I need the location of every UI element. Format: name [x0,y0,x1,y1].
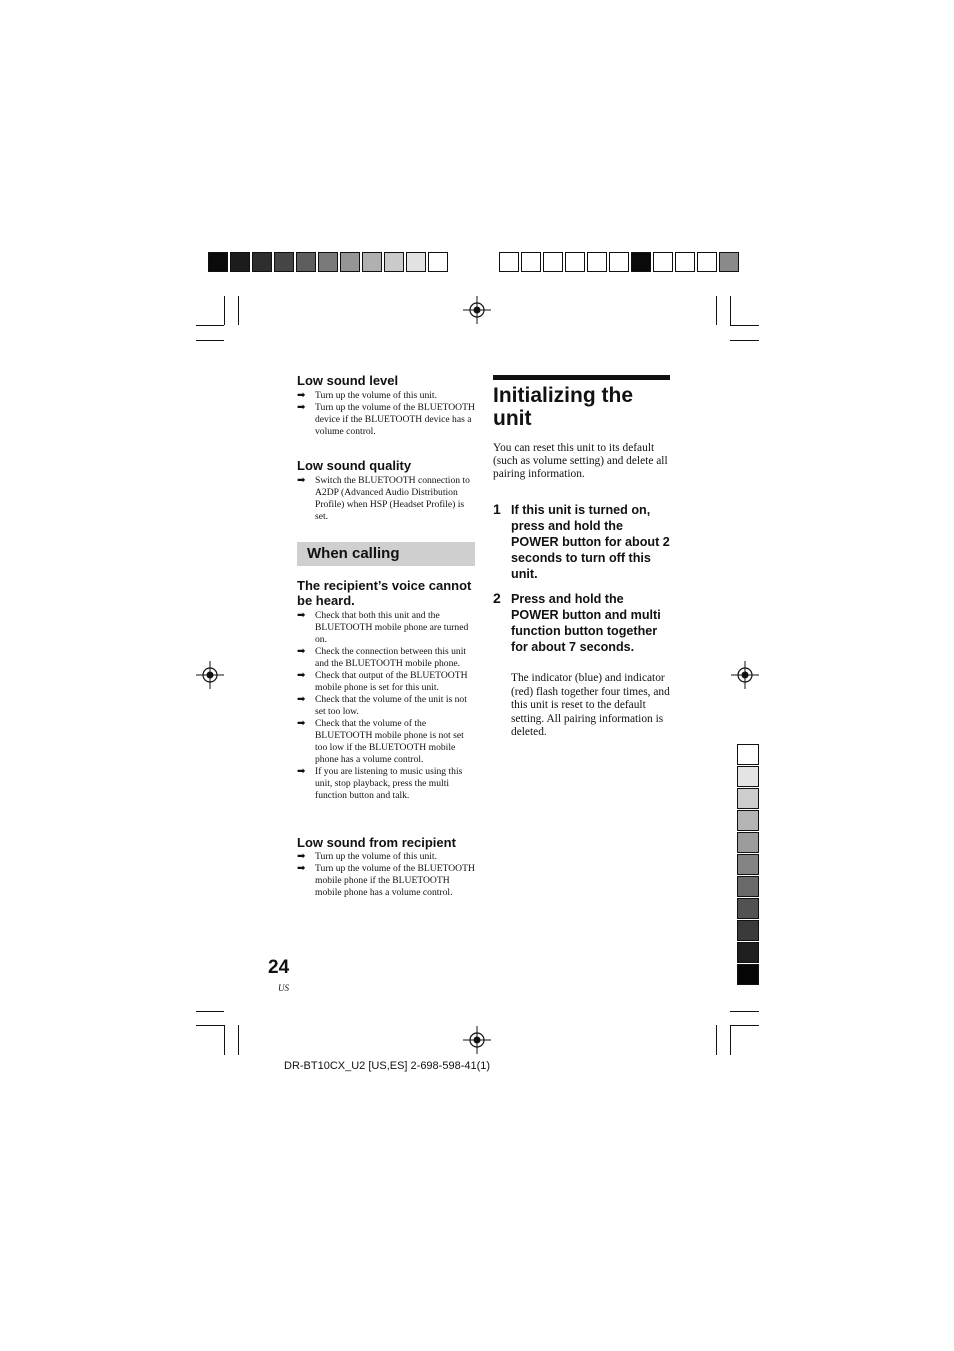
crop-mark [730,1011,759,1012]
arrow-right-icon: ➡ [297,766,306,777]
step-number: 1 [493,501,501,517]
crop-mark [224,1025,225,1055]
heading-low-sound-quality: Low sound quality [297,458,412,473]
list-item: ➡ Turn up the volume of this unit. [297,851,437,862]
crop-mark [196,1025,224,1026]
color-swatch [587,252,607,272]
crop-mark [196,340,224,341]
document-code: DR-BT10CX_U2 [US,ES] 2-698-598-41(1) [284,1060,491,1072]
intro-text: You can reset this unit to its default (such as volume setting) and delete all pairing information. [493,442,668,480]
arrow-right-icon: ➡ [297,718,306,729]
list-low-sound-quality [297,475,477,523]
arrow-right-icon: ➡ [297,402,306,413]
section-title: When calling [307,545,400,562]
list-low-sound-recipient [297,851,477,899]
step-text: Press and hold the POWER button and multi function button together for about 7 seconds. [511,592,661,654]
section-band-when-calling [297,542,475,566]
color-swatch [719,252,739,272]
list-item: ➡ Check that both this unit and the BLUETOOTH mobile phone are turned on. [297,610,469,645]
color-swatch [737,766,759,787]
list-item: ➡ Check that the volume of the BLUETOOTH mobile phone is not set too low if the BLUETOOTH mobile phone has a volume control. [297,718,464,765]
color-swatch [737,876,759,897]
color-swatch [406,252,426,272]
color-bar-left [208,252,450,272]
heading-low-sound-recipient: Low sound from recipient [297,835,456,850]
page-number: 24 [268,957,290,978]
color-swatch [737,832,759,853]
color-bar-right [499,252,741,272]
crop-mark [730,1025,731,1055]
arrow-right-icon: ➡ [297,610,306,621]
color-swatch [318,252,338,272]
list-item: ➡ Check that the volume of the unit is not set too low. [297,694,467,717]
color-swatch [230,252,250,272]
color-swatch [521,252,541,272]
arrow-right-icon: ➡ [297,851,306,862]
list-item: ➡ Check that output of the BLUETOOTH mobile phone is set for this unit. [297,670,468,693]
crop-mark [730,325,759,326]
crop-mark [238,1025,239,1055]
color-swatch [609,252,629,272]
color-bar-side [737,744,759,986]
page-title: Initializing the unit [493,384,633,430]
registration-target-icon [463,1026,491,1054]
color-swatch [737,942,759,963]
list-item: ➡ Check the connection between this unit and the BLUETOOTH mobile phone. [297,646,467,669]
step-number: 2 [493,590,501,606]
color-swatch [543,252,563,272]
color-swatch [252,252,272,272]
list-low-sound-level [297,390,477,438]
registration-target-icon [731,661,759,689]
color-swatch [296,252,316,272]
color-swatch [362,252,382,272]
step-text: If this unit is turned on, press and hold the POWER button for about 2 seconds to turn off this unit. [511,503,670,581]
heading-low-sound-level: Low sound level [297,373,399,388]
list-item: ➡ Turn up the volume of the BLUETOOTH mobile phone if the BLUETOOTH mobile phone has a volume control. [297,863,475,898]
page-region: US [278,983,289,993]
color-swatch [737,898,759,919]
crop-mark [730,340,759,341]
color-swatch [737,854,759,875]
registration-target-icon [196,661,224,689]
step-body: The indicator (blue) and indicator (red) flash together four times, and this unit is reset to the default setting. All pairing information is deleted. [511,672,670,739]
color-swatch [653,252,673,272]
color-swatch [340,252,360,272]
heading-recipient-voice: The recipient’s voice cannot be heard. [297,578,472,608]
color-swatch [697,252,717,272]
color-swatch [737,810,759,831]
list-recipient-voice [297,610,477,802]
crop-mark [238,296,239,325]
title-rule [493,375,670,380]
color-swatch [384,252,404,272]
crop-mark [224,296,225,325]
list-item: ➡ Turn up the volume of this unit. [297,390,437,401]
crop-mark [196,325,224,326]
color-swatch [208,252,228,272]
crop-mark [730,296,731,325]
color-swatch [737,920,759,941]
list-item: ➡ Switch the BLUETOOTH connection to A2DP (Advanced Audio Distribution Profile) when HSP (Headset Profile) is set. [297,475,470,522]
arrow-right-icon: ➡ [297,646,306,657]
arrow-right-icon: ➡ [297,670,306,681]
color-swatch [737,788,759,809]
color-swatch [737,964,759,985]
registration-target-icon [463,296,491,324]
color-swatch [737,744,759,765]
crop-mark [716,296,717,325]
list-item: ➡ If you are listening to music using this unit, stop playback, press the multi function button and talk. [297,766,463,801]
arrow-right-icon: ➡ [297,475,306,486]
list-item: ➡ Turn up the volume of the BLUETOOTH device if the BLUETOOTH device has a volume control. [297,402,475,437]
color-swatch [631,252,651,272]
arrow-right-icon: ➡ [297,694,306,705]
crop-mark [196,1011,224,1012]
crop-mark [730,1025,759,1026]
arrow-right-icon: ➡ [297,390,306,401]
color-swatch [274,252,294,272]
color-swatch [565,252,585,272]
color-swatch [499,252,519,272]
crop-mark [716,1025,717,1055]
color-swatch [428,252,448,272]
color-swatch [675,252,695,272]
arrow-right-icon: ➡ [297,863,306,874]
